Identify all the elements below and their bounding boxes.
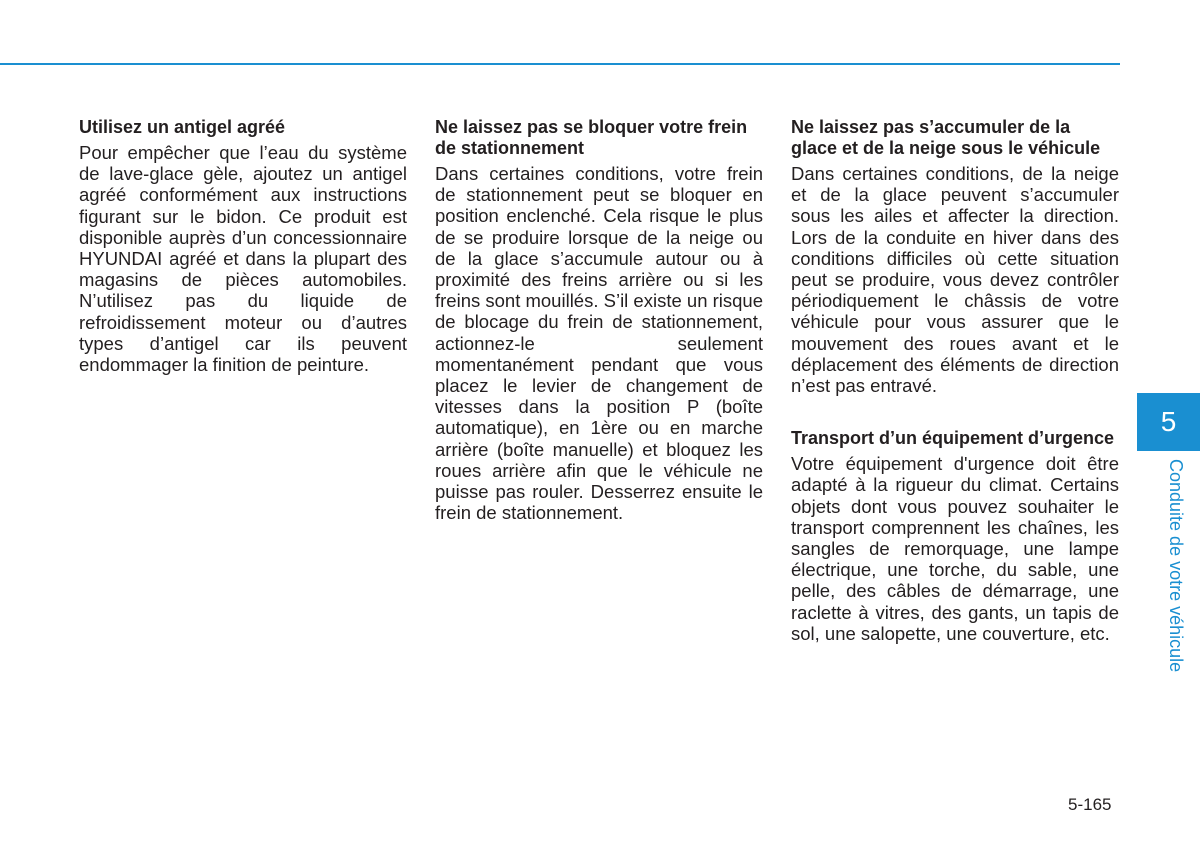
column-2 [435, 117, 763, 523]
antifreeze-paragraph: Pour empêcher que l’eau du système de lave-glace gèle, ajoutez un antigel agréé conformément aux instructions figurant sur le bidon. Ce produit est disponible auprès d’un concessionnaire HYUNDAI agréé et dans la plupart des magasins de pièces automobiles. N’utilisez pas du liquide de refroidissement moteur ou d’autres types d’antigel car ils peuvent endommager la finition de peinture. [79, 142, 407, 376]
chapter-number-tab: 5 [1137, 393, 1200, 451]
ice-snow-heading: Ne laissez pas s’accumuler de la glace et de la neige sous le véhicule [791, 117, 1101, 158]
column-1 [79, 117, 407, 375]
column-3 [791, 117, 1119, 644]
ice-snow-paragraph: Dans certaines conditions, de la neige et de la glace peuvent s’accumuler sous les ailes et affecter la direction. Lors de la conduite en hiver dans des conditions difficiles où cette situation peut se produire, vous devez contrôler périodiquement le châssis de votre véhicule pour vous assurer que le mouvement des roues avant et le déplacement des éléments de direction n’est pas entravé. [791, 163, 1119, 397]
antifreeze-heading: Utilisez un antigel agréé [79, 117, 286, 137]
emergency-paragraph: Votre équipement d'urgence doit être adapté à la rigueur du climat. Certains objets dont vous pouvez souhaiter le transport comprennent les chaînes, les sangles de remorquage, une lampe électrique, une torche, du sable, une pelle, des câbles de démarrage, une raclette à vitres, des gants, un tapis de sol, une salopette, une couverture, etc. [791, 453, 1119, 644]
parking-brake-heading: Ne laissez pas se bloquer votre frein de stationnement [435, 117, 748, 158]
emergency-heading: Transport d’un équipement d’urgence [791, 428, 1115, 449]
section-spacer [791, 396, 1119, 428]
parking-brake-paragraph: Dans certaines conditions, votre frein de stationnement peut se bloquer en position enclenché. Cela risque le plus de se produire lorsque de la neige ou de la glace s’accumule autour ou à proximité des freins arrière ou si les freins sont mouillés. S’il existe un risque de blocage du frein de stationnement, actionnez-le seulement momentanément pendant que vous placez le levier de changement de vitesses dans la position P (boîte automatique), en 1ère ou en marche arrière (boîte manuelle) et bloquez les roues arrière afin que le véhicule ne puisse pas rouler. Desserrez ensuite le frein de stationnement. [435, 163, 764, 524]
header-rule [0, 63, 1120, 65]
page-number: 5-165 [1068, 795, 1112, 814]
chapter-title: Conduite de votre véhicule [1166, 459, 1186, 673]
